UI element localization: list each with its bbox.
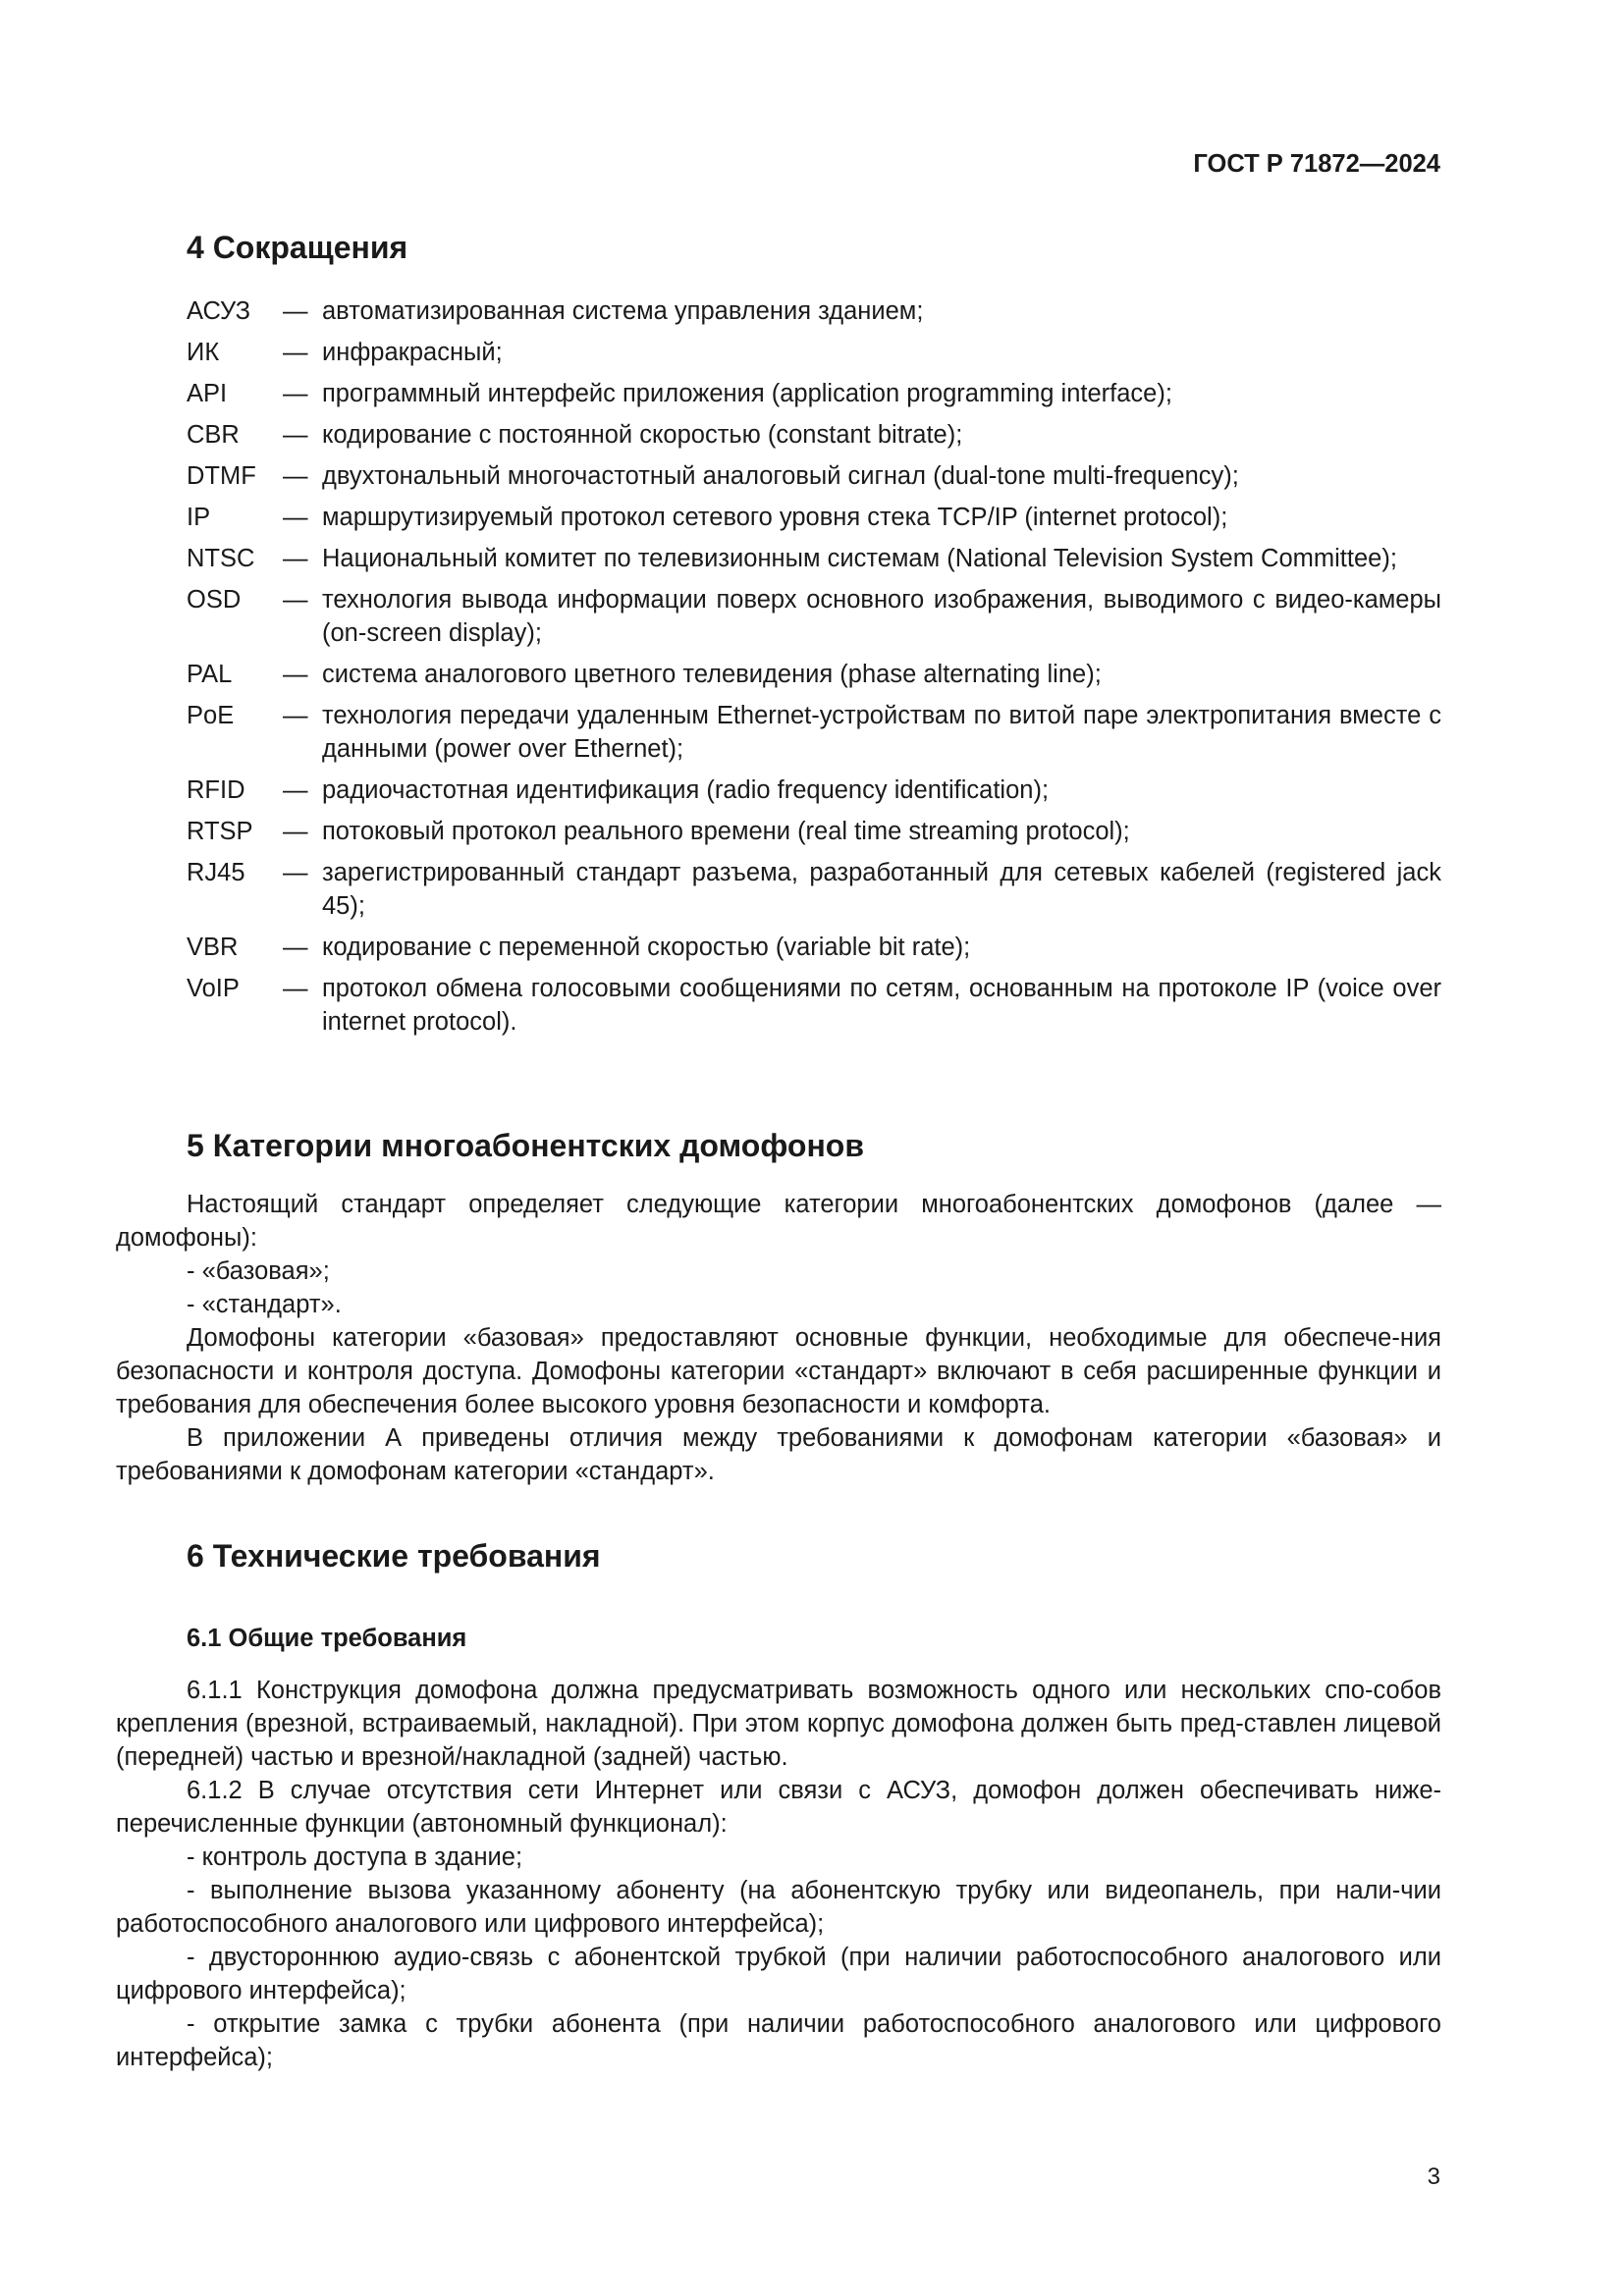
abbreviation-dash: — [283, 776, 308, 804]
abbreviation-item [187, 856, 1441, 923]
abbreviation-dash: — [283, 297, 308, 325]
document-code: ГОСТ Р 71872—2024 [1193, 150, 1440, 178]
abbreviation-item [187, 542, 1441, 575]
function-item: - открытие замка с трубки абонента (при наличии работоспособного аналогового или цифрового интерфейса); [116, 2010, 1441, 2071]
section-5-paragraph: Домофоны категории «базовая» предоставляют основные функции, необходимые для обеспече-ния безопасности и контроля доступа. Домофоны категории «стандарт» включают в себя расширенные функции и требования для обеспечения более высокого уровня безопасности и комфорта. [116, 1324, 1441, 1418]
abbreviation-dash: — [283, 702, 308, 729]
clause-6-1-2: 6.1.2 В случае отсутствия сети Интернет или связи с АСУЗ, домофон должен обеспечивать ниже-перечисленные функции (автономный функционал): [116, 1777, 1441, 1838]
abbreviation-code: VBR [187, 934, 239, 961]
abbreviation-definition: маршрутизируемый протокол сетевого уровня стека TCP/IP (internet protocol); [322, 504, 1228, 531]
abbreviation-definition: система аналогового цветного телевидения (phase alternating line); [322, 661, 1102, 688]
abbreviation-definition: потоковый протокол реального времени (real time streaming protocol); [322, 818, 1130, 845]
abbreviation-code: RFID [187, 776, 245, 804]
section-4-title: 4 Сокращения [187, 230, 408, 265]
abbreviation-definition: кодирование с переменной скоростью (variable bit rate); [322, 934, 971, 961]
section-5-intro: Настоящий стандарт определяет следующие категории многоабонентских домофонов (далее — домофоны): [116, 1191, 1441, 1252]
abbreviation-definition: двухтональный многочастотный аналоговый сигнал (dual-tone multi-frequency); [322, 462, 1239, 490]
abbreviation-dash: — [283, 818, 308, 845]
abbreviation-code: OSD [187, 586, 242, 614]
abbreviation-definition: зарегистрированный стандарт разъема, разработанный для сетевых кабелей (registered jack 45); [322, 859, 1441, 920]
abbreviation-code: ИК [187, 339, 220, 366]
abbreviation-dash: — [283, 380, 308, 407]
abbreviation-definition: кодирование с постоянной скоростью (constant bitrate); [322, 421, 963, 449]
abbreviation-definition: инфракрасный; [322, 339, 503, 366]
abbreviation-definition: радиочастотная идентификация (radio frequency identification); [322, 776, 1050, 804]
abbreviation-definition: автоматизированная система управления зданием; [322, 297, 924, 325]
abbreviation-definition: протокол обмена голосовыми сообщениями по сетям, основанным на протоколе IP (voice over internet protocol). [322, 975, 1441, 1036]
abbreviation-item [187, 815, 1441, 848]
abbreviation-item [187, 931, 1441, 964]
abbreviation-dash: — [283, 661, 308, 688]
abbreviation-item [187, 294, 1441, 328]
abbreviation-dash: — [283, 934, 308, 961]
abbreviation-definition: программный интерфейс приложения (application programming interface); [322, 380, 1172, 407]
abbreviation-code: CBR [187, 421, 240, 449]
abbreviation-item [187, 699, 1441, 766]
abbreviation-dash: — [283, 545, 308, 572]
abbreviation-item [187, 583, 1441, 650]
abbreviation-code: RTSP [187, 818, 253, 845]
abbreviation-definition: Национальный комитет по телевизионным системам (National Television System Committee); [322, 545, 1397, 572]
abbreviation-item [187, 972, 1441, 1039]
abbreviation-item [187, 658, 1441, 691]
abbreviation-dash: — [283, 421, 308, 449]
abbreviation-code: АСУЗ [187, 297, 251, 325]
function-item: - контроль доступа в здание; [187, 1843, 523, 1871]
abbreviation-dash: — [283, 859, 308, 886]
subsection-6-1-title: 6.1 Общие требования [187, 1625, 467, 1652]
abbreviation-item [187, 774, 1441, 807]
abbreviation-code: IP [187, 504, 211, 531]
abbreviation-dash: — [283, 462, 308, 490]
abbreviation-list [187, 294, 1441, 1046]
abbreviation-item [187, 418, 1441, 452]
abbreviation-code: PoE [187, 702, 235, 729]
category-item: - «стандарт». [187, 1291, 342, 1318]
section-6-title: 6 Технические требования [187, 1538, 601, 1574]
abbreviation-code: NTSC [187, 545, 255, 572]
section-5-paragraph: В приложении А приведены отличия между требованиями к домофонам категории «базовая» и требованиями к домофонам категории «стандарт». [116, 1424, 1441, 1485]
section-6-body [116, 1674, 1441, 2074]
abbreviation-dash: — [283, 504, 308, 531]
abbreviation-code: DTMF [187, 462, 256, 490]
abbreviation-item [187, 336, 1441, 369]
abbreviation-definition: технология передачи удаленным Ethernet-устройствам по витой паре электропитания вместе с данными (power over Ethernet); [322, 702, 1441, 763]
abbreviation-item [187, 501, 1441, 534]
function-item: - выполнение вызова указанному абоненту (на абонентскую трубку или видеопанель, при нали-чии работоспособного аналогового или цифрового интерфейса); [116, 1877, 1441, 1938]
abbreviation-definition: технология вывода информации поверх основного изображения, выводимого с видео-камеры (on-screen display); [322, 586, 1441, 647]
abbreviation-dash: — [283, 586, 308, 614]
category-item: - «базовая»; [187, 1257, 330, 1285]
clause-6-1-1: 6.1.1 Конструкция домофона должна предусматривать возможность одного или нескольких спо-собов крепления (врезной, встраиваемый, накладной). При этом корпус домофона должен быть пред-ставлен лицевой (передней) частью и врезной/накладной (задней) частью. [116, 1677, 1441, 1771]
abbreviation-dash: — [283, 975, 308, 1002]
page-number: 3 [1427, 2163, 1440, 2190]
abbreviation-code: VoIP [187, 975, 240, 1002]
abbreviation-dash: — [283, 339, 308, 366]
abbreviation-item [187, 459, 1441, 493]
abbreviation-code: PAL [187, 661, 233, 688]
section-5-body [116, 1188, 1441, 1488]
abbreviation-code: RJ45 [187, 859, 245, 886]
abbreviation-item [187, 377, 1441, 410]
function-item: - двустороннюю аудио-связь с абонентской трубкой (при наличии работоспособного аналогового или цифрового интерфейса); [116, 1944, 1441, 2004]
abbreviation-code: API [187, 380, 228, 407]
section-5-title: 5 Категории многоабонентских домофонов [187, 1128, 864, 1163]
